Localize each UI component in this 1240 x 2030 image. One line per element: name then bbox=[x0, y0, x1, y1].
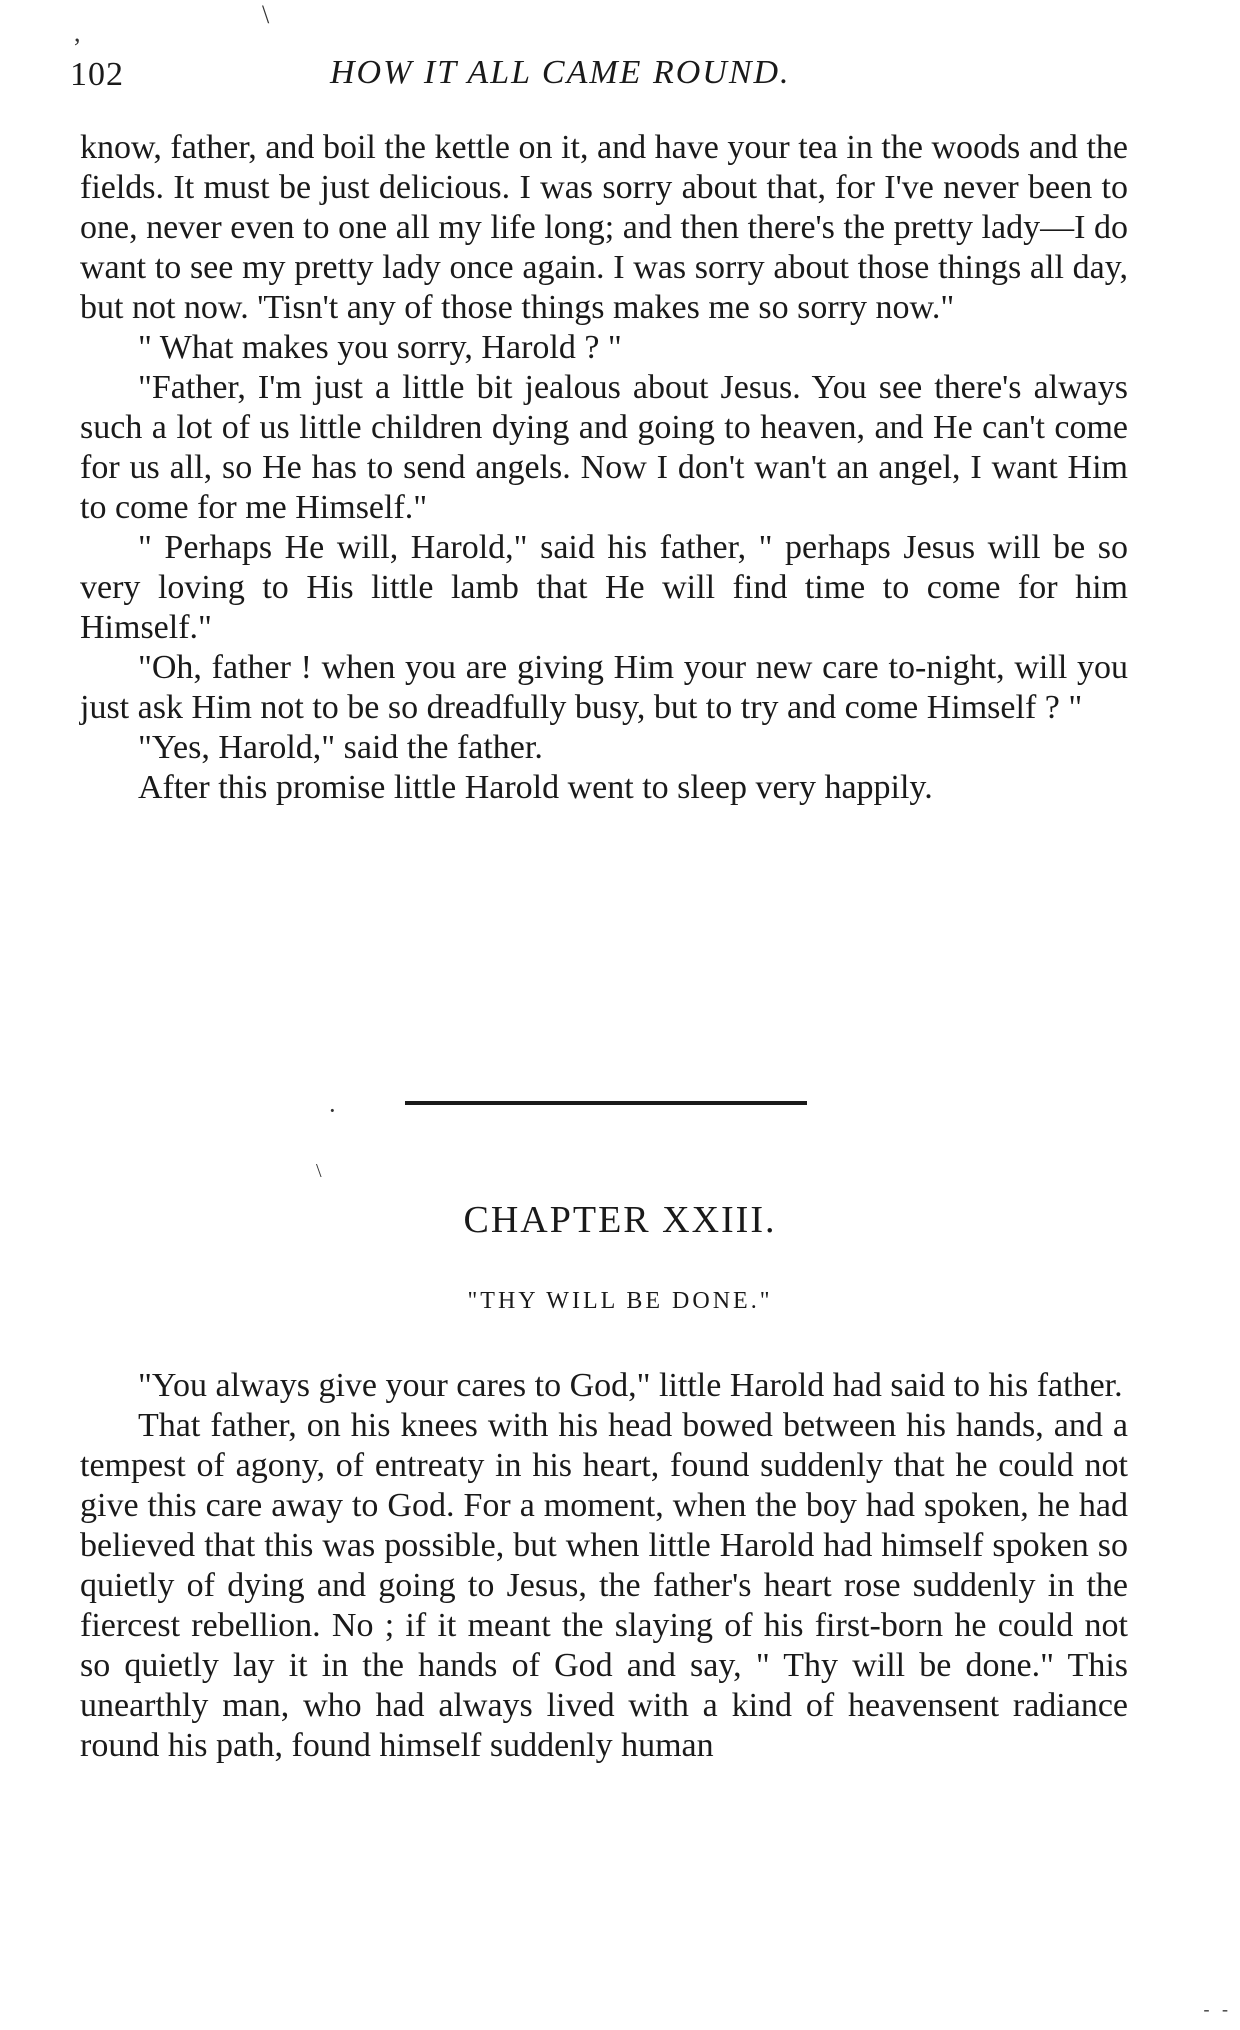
paragraph: "Father, I'm just a little bit jealous about Jesus. You see there's always such a lot of us little children dying and going to heaven, and He can't come for us all, so He has to send angels. Now I don't wan't an angel, I want Him to come for me Himself." bbox=[80, 369, 1128, 526]
paragraph: That father, on his knees with his head bowed between his hands, and a tempest of agony, of entreaty in his heart, found suddenly that he could not give this care away to God. For a moment, when the boy had spoken, he had believed that this was possible, but when little Harold had himself spoken so quietly of dying and going to Jesus, the father's heart rose suddenly in the fiercest rebellion. No ; if it meant the slaying of his first-born he could not so quietly lay it in the hands of God and say, " Thy will be done." This unearthly man, who had always lived with a kind of heavensent radiance round his path, found himself suddenly human bbox=[80, 1407, 1128, 1764]
paragraph: " Perhaps He will, Harold," said his father, " perhaps Jesus will be so very loving to His little lamb that He will find time to come for him Himself." bbox=[80, 529, 1128, 646]
paragraph: "Yes, Harold," said the father. bbox=[138, 729, 543, 766]
section-divider bbox=[405, 1101, 807, 1105]
paragraph: "You always give your cares to God," little Harold had said to his father. bbox=[138, 1367, 1123, 1404]
page-number: 102 bbox=[70, 56, 124, 93]
paragraph: " What makes you sorry, Harold ? " bbox=[138, 329, 622, 366]
print-speck: \ bbox=[262, 0, 270, 29]
scan-edge-mark: - - bbox=[1203, 1999, 1232, 2019]
print-speck: \ bbox=[316, 1160, 322, 1182]
print-speck: , bbox=[74, 18, 81, 47]
text-block-top bbox=[80, 128, 1128, 808]
paragraph: know, father, and boil the kettle on it, and have your tea in the woods and the fields. It must be just delicious. I was sorry about that, for I've never been to one, never even to one all my life long; and then there's the pretty lady—I do want to see my pretty lady once again. I was sorry about those things all day, but not now. 'Tisn't any of those things makes me so sorry now." bbox=[80, 129, 1128, 326]
text-block-bottom bbox=[80, 1366, 1128, 1766]
chapter-title: CHAPTER XXIII. bbox=[463, 1199, 777, 1241]
print-speck: · bbox=[328, 1096, 337, 1125]
paragraph: "Oh, father ! when you are giving Him your new care to-night, will you just ask Him not to be so dreadfully busy, but to try and come Himself ? " bbox=[80, 649, 1128, 726]
chapter-subtitle: "THY WILL BE DONE." bbox=[467, 1288, 773, 1314]
running-head: HOW IT ALL CAME ROUND. bbox=[330, 54, 791, 91]
paragraph: After this promise little Harold went to sleep very happily. bbox=[138, 769, 933, 806]
